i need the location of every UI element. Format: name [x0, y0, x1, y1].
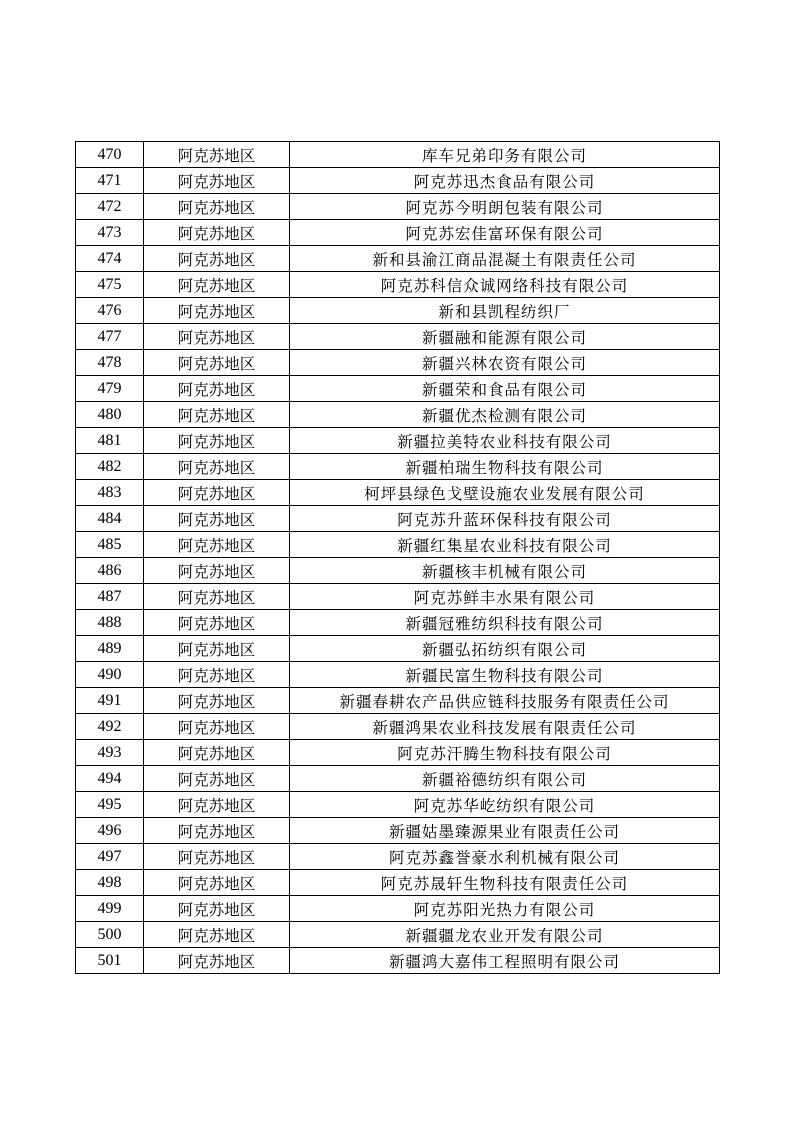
row-number-cell: 473: [76, 220, 144, 246]
company-name-cell: 新疆拉美特农业科技有限公司: [290, 428, 720, 454]
table-row: [76, 922, 720, 948]
company-name-cell: 新疆鸿大嘉伟工程照明有限公司: [290, 948, 720, 974]
table-row: [76, 610, 720, 636]
region-cell: 阿克苏地区: [144, 428, 290, 454]
region-cell: 阿克苏地区: [144, 610, 290, 636]
table-row: [76, 376, 720, 402]
table-row: [76, 740, 720, 766]
row-number-cell: 481: [76, 428, 144, 454]
table-row: [76, 220, 720, 246]
table-row: [76, 818, 720, 844]
row-number-cell: 472: [76, 194, 144, 220]
row-number-cell: 497: [76, 844, 144, 870]
row-number-cell: 471: [76, 168, 144, 194]
table-row: [76, 870, 720, 896]
row-number-cell: 498: [76, 870, 144, 896]
company-name-cell: 阿克苏宏佳富环保有限公司: [290, 220, 720, 246]
region-cell: 阿克苏地区: [144, 272, 290, 298]
company-name-cell: 新疆姑墨臻源果业有限责任公司: [290, 818, 720, 844]
region-cell: 阿克苏地区: [144, 714, 290, 740]
row-number-cell: 501: [76, 948, 144, 974]
row-number-cell: 470: [76, 142, 144, 168]
company-name-cell: 库车兄弟印务有限公司: [290, 142, 720, 168]
row-number-cell: 490: [76, 662, 144, 688]
region-cell: 阿克苏地区: [144, 558, 290, 584]
company-name-cell: 新疆鸿果农业科技发展有限责任公司: [290, 714, 720, 740]
table-row: [76, 766, 720, 792]
region-cell: 阿克苏地区: [144, 740, 290, 766]
region-cell: 阿克苏地区: [144, 506, 290, 532]
table-row: [76, 584, 720, 610]
region-cell: 阿克苏地区: [144, 636, 290, 662]
row-number-cell: 486: [76, 558, 144, 584]
table-row: [76, 714, 720, 740]
table-row: [76, 792, 720, 818]
table-row: [76, 454, 720, 480]
table-row: [76, 168, 720, 194]
company-name-cell: 新和县凯程纺织厂: [290, 298, 720, 324]
region-cell: 阿克苏地区: [144, 350, 290, 376]
row-number-cell: 499: [76, 896, 144, 922]
company-name-cell: 阿克苏今明朗包装有限公司: [290, 194, 720, 220]
region-cell: 阿克苏地区: [144, 298, 290, 324]
region-cell: 阿克苏地区: [144, 220, 290, 246]
row-number-cell: 483: [76, 480, 144, 506]
region-cell: 阿克苏地区: [144, 480, 290, 506]
region-cell: 阿克苏地区: [144, 766, 290, 792]
region-cell: 阿克苏地区: [144, 454, 290, 480]
company-name-cell: 新疆柏瑞生物科技有限公司: [290, 454, 720, 480]
table-row: [76, 532, 720, 558]
company-name-cell: 阿克苏晟轩生物科技有限责任公司: [290, 870, 720, 896]
row-number-cell: 489: [76, 636, 144, 662]
table-body: [76, 142, 720, 974]
company-name-cell: 新疆弘拓纺织有限公司: [290, 636, 720, 662]
row-number-cell: 496: [76, 818, 144, 844]
company-name-cell: 阿克苏阳光热力有限公司: [290, 896, 720, 922]
row-number-cell: 491: [76, 688, 144, 714]
region-cell: 阿克苏地区: [144, 948, 290, 974]
row-number-cell: 493: [76, 740, 144, 766]
row-number-cell: 475: [76, 272, 144, 298]
region-cell: 阿克苏地区: [144, 194, 290, 220]
company-name-cell: 新疆核丰机械有限公司: [290, 558, 720, 584]
row-number-cell: 485: [76, 532, 144, 558]
row-number-cell: 484: [76, 506, 144, 532]
table-row: [76, 636, 720, 662]
company-name-cell: 阿克苏鲜丰水果有限公司: [290, 584, 720, 610]
company-name-cell: 阿克苏汗腾生物科技有限公司: [290, 740, 720, 766]
company-name-cell: 新疆荣和食品有限公司: [290, 376, 720, 402]
region-cell: 阿克苏地区: [144, 246, 290, 272]
region-cell: 阿克苏地区: [144, 844, 290, 870]
company-name-cell: 新疆疆龙农业开发有限公司: [290, 922, 720, 948]
company-name-cell: 新和县渝江商品混凝土有限责任公司: [290, 246, 720, 272]
row-number-cell: 474: [76, 246, 144, 272]
table-row: [76, 402, 720, 428]
company-name-cell: 新疆兴林农资有限公司: [290, 350, 720, 376]
table-row: [76, 350, 720, 376]
company-name-cell: 新疆冠雅纺织科技有限公司: [290, 610, 720, 636]
region-cell: 阿克苏地区: [144, 584, 290, 610]
company-name-cell: 新疆民富生物科技有限公司: [290, 662, 720, 688]
region-cell: 阿克苏地区: [144, 818, 290, 844]
row-number-cell: 487: [76, 584, 144, 610]
table-row: [76, 662, 720, 688]
table-row: [76, 480, 720, 506]
company-name-cell: 阿克苏科信众诚网络科技有限公司: [290, 272, 720, 298]
region-cell: 阿克苏地区: [144, 870, 290, 896]
table-row: [76, 506, 720, 532]
table-row: [76, 194, 720, 220]
company-name-cell: 新疆红集星农业科技有限公司: [290, 532, 720, 558]
company-name-cell: 阿克苏华屹纺织有限公司: [290, 792, 720, 818]
region-cell: 阿克苏地区: [144, 402, 290, 428]
table-row: [76, 246, 720, 272]
table-row: [76, 948, 720, 974]
row-number-cell: 494: [76, 766, 144, 792]
region-cell: 阿克苏地区: [144, 532, 290, 558]
region-cell: 阿克苏地区: [144, 168, 290, 194]
region-cell: 阿克苏地区: [144, 922, 290, 948]
region-cell: 阿克苏地区: [144, 688, 290, 714]
row-number-cell: 482: [76, 454, 144, 480]
row-number-cell: 477: [76, 324, 144, 350]
table-row: [76, 298, 720, 324]
company-name-cell: 阿克苏鑫誉豪水利机械有限公司: [290, 844, 720, 870]
table-row: [76, 428, 720, 454]
row-number-cell: 495: [76, 792, 144, 818]
table-row: [76, 324, 720, 350]
company-name-cell: 阿克苏升蓝环保科技有限公司: [290, 506, 720, 532]
table-row: [76, 688, 720, 714]
row-number-cell: 476: [76, 298, 144, 324]
company-name-cell: 阿克苏迅杰食品有限公司: [290, 168, 720, 194]
region-cell: 阿克苏地区: [144, 324, 290, 350]
table-row: [76, 558, 720, 584]
row-number-cell: 500: [76, 922, 144, 948]
company-name-cell: 柯坪县绿色戈壁设施农业发展有限公司: [290, 480, 720, 506]
table-row: [76, 272, 720, 298]
table-row: [76, 844, 720, 870]
table-row: [76, 896, 720, 922]
region-cell: 阿克苏地区: [144, 142, 290, 168]
company-name-cell: 新疆优杰检测有限公司: [290, 402, 720, 428]
company-list-table: [75, 141, 720, 974]
region-cell: 阿克苏地区: [144, 792, 290, 818]
table-row: [76, 142, 720, 168]
company-name-cell: 新疆春耕农产品供应链科技服务有限责任公司: [290, 688, 720, 714]
row-number-cell: 488: [76, 610, 144, 636]
company-name-cell: 新疆融和能源有限公司: [290, 324, 720, 350]
row-number-cell: 480: [76, 402, 144, 428]
row-number-cell: 479: [76, 376, 144, 402]
region-cell: 阿克苏地区: [144, 662, 290, 688]
row-number-cell: 492: [76, 714, 144, 740]
company-name-cell: 新疆裕德纺织有限公司: [290, 766, 720, 792]
region-cell: 阿克苏地区: [144, 376, 290, 402]
row-number-cell: 478: [76, 350, 144, 376]
region-cell: 阿克苏地区: [144, 896, 290, 922]
